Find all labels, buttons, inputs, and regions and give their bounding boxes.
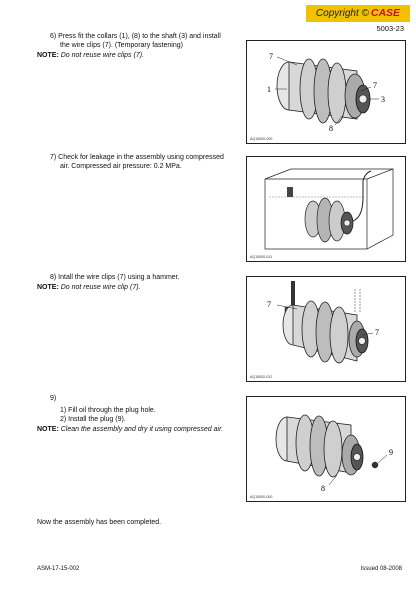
figure-code: AQ15002-012 (250, 375, 273, 379)
callout-8: 8 (329, 124, 333, 133)
note-label: NOTE: (37, 426, 59, 433)
figure-code: AQ15000-000 (250, 495, 273, 499)
step-7-line1: 7) Check for leakage in the assembly using compressed (50, 154, 224, 161)
footer-doc-code: ASM-17-15-002 (37, 566, 80, 572)
callout-1: 1 (267, 85, 271, 94)
note-label: NOTE: (37, 52, 59, 59)
callout-7-right: 7 (373, 81, 377, 90)
callout-7-top: 7 (269, 52, 273, 61)
note-text: Do not reuse wire clip (7). (60, 284, 141, 291)
step-8-line1: 8) Intall the wire clips (7) using a hammer. (50, 274, 180, 281)
figure-step-9 (246, 396, 406, 502)
copyright-text: Copyright © (315, 8, 369, 19)
figure-code: AQ15000-000 (250, 137, 273, 141)
note-text: Clean the assembly and dry it using compressed air. (60, 426, 224, 433)
figure-step-7 (246, 156, 406, 262)
roller-collar-illustration (247, 41, 407, 145)
callout-7-left: 7 (267, 300, 271, 309)
wire-clip-hammer-illustration (247, 277, 407, 383)
figure-step-6 (246, 40, 406, 144)
callout-7-right: 7 (375, 328, 379, 337)
footer-issued: Issued 08-2008 (360, 566, 402, 572)
step-8-note (37, 284, 141, 293)
step-6-note (37, 52, 144, 61)
step-7-text (50, 154, 240, 171)
page-number: 5003-23 (376, 24, 404, 33)
note-text: Do not reuse wire clips (7). (60, 52, 144, 59)
note-label: NOTE: (37, 284, 59, 291)
callout-3: 3 (381, 95, 385, 104)
step-9-sub2: 2) Install the plug (9). (60, 416, 126, 423)
oil-plug-illustration (247, 397, 407, 503)
step-6-line1: 6) Press fit the collars (1), (8) to the shaft (3) and install (50, 33, 221, 40)
callout-9: 9 (389, 448, 393, 457)
figure-code: AQ15000-011 (250, 255, 273, 259)
step-8-text (50, 274, 240, 283)
step-6-line2: the wire clips (7). (Temporary fastening) (60, 41, 183, 49)
callout-8: 8 (321, 484, 325, 493)
completion-text: Now the assembly has been completed. (37, 519, 162, 526)
copyright-badge (306, 5, 410, 22)
step-9-number: 9) (50, 395, 57, 402)
step-7-line2: air. Compressed air pressure: 0.2 MPa. (60, 162, 182, 170)
step-9-sub1: 1) Fill oil through the plug hole. (60, 407, 156, 414)
figure-step-8 (246, 276, 406, 382)
step-9-note (37, 426, 223, 435)
brand-logo: CASE (370, 7, 401, 19)
leak-test-tank-illustration (247, 157, 407, 263)
step-6-text (50, 33, 240, 50)
